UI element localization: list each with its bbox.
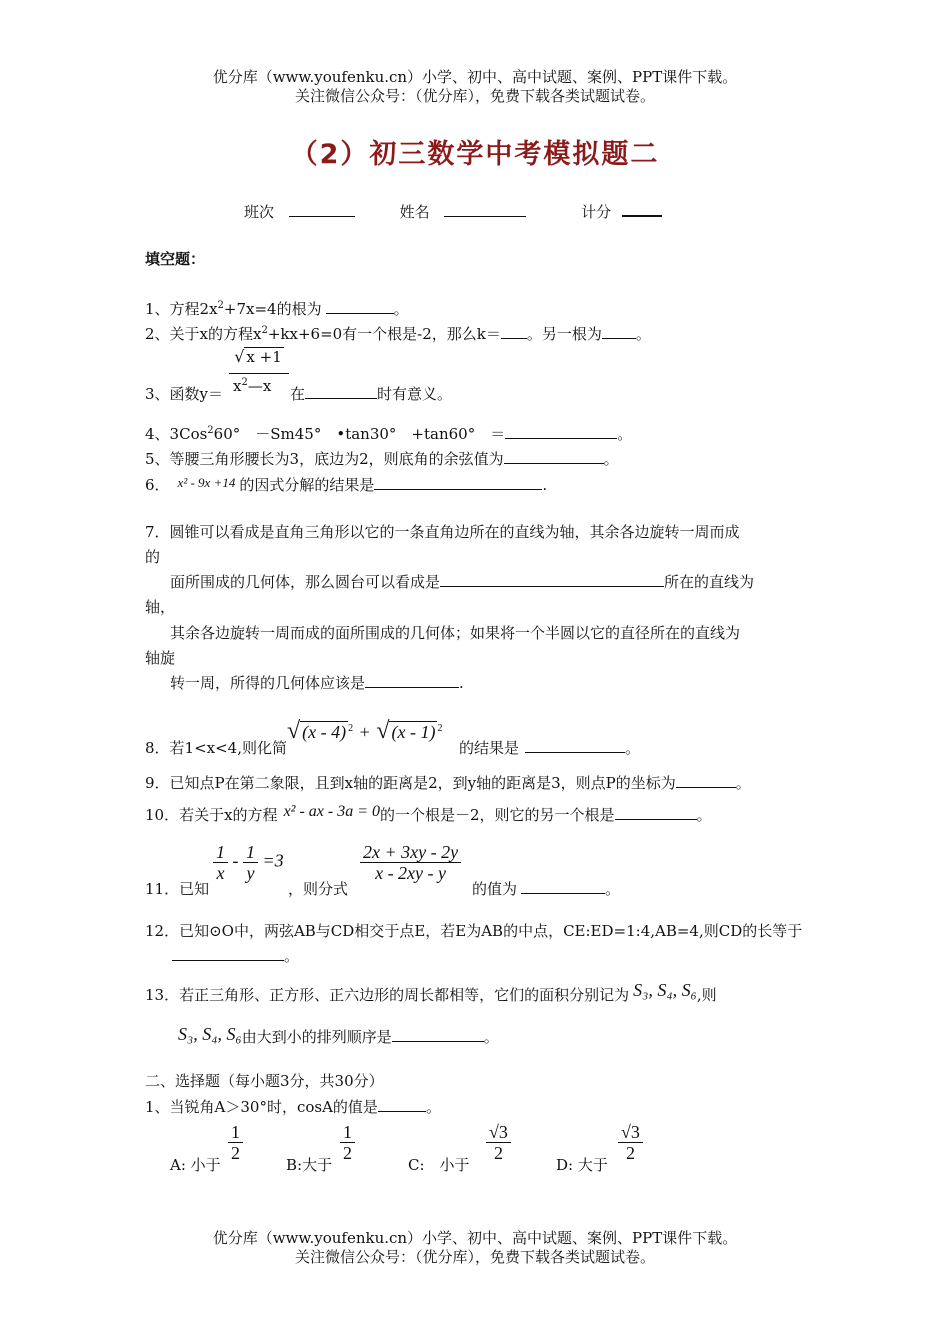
q13-areas: S₃, S₄, S₆ — [633, 980, 697, 1000]
question-12-line-1: 12．已知⊙O中，两弦AB与CD相交于点E，若E为AB的中点，CE:ED=1:4,AB=4,则CD的长等于 — [145, 922, 803, 940]
q13-areas-2: S₃, S₄, S₆ — [178, 1024, 242, 1044]
question-6: 6． x² - 9x +14 的因式分解的结果是 . — [145, 475, 548, 494]
question-7-line-4: 轴， — [145, 598, 176, 616]
q5-blank[interactable] — [504, 448, 604, 464]
q10-equation: x² - ax - 3a = 0 — [283, 803, 381, 820]
choice-question-1: 1、当锐角A＞30°时，cosA的值是 。 — [145, 1098, 441, 1116]
choice-options — [170, 1122, 870, 1172]
score-blank[interactable] — [622, 200, 662, 217]
q3-fraction-bar — [229, 373, 289, 374]
q12-blank[interactable] — [172, 945, 284, 961]
footer-line-2: 关注微信公众号：（优分库），免费下载各类试题试卷。 — [294, 1248, 655, 1266]
q11-blank[interactable] — [521, 878, 605, 894]
question-7-line-2: 的 — [145, 548, 161, 566]
option-b-fraction: $\frac{1}{2}$ — [340, 1122, 355, 1163]
question-13-line-2: S₃, S₄, S₆由大到小的排列顺序是 。 — [178, 1024, 499, 1046]
q9-blank[interactable] — [676, 772, 736, 788]
question-7-line-1: 7．圆锥可以看成是直角三角形以它的一条直角边所在的直线为轴，其余各边旋转一周而成 — [145, 523, 740, 541]
question-7-line-6: 轴旋 — [145, 649, 176, 667]
page-title: （2）初三数学中考模拟题二 — [290, 139, 660, 170]
c1-blank[interactable] — [378, 1096, 426, 1112]
footer-line-1: 优分库（www.youfenku.cn）小学、初中、高中试题、案例、PPT课件下载。 — [212, 1229, 738, 1247]
section-multiple-choice: 二、选择题（每小题3分，共30分） — [145, 1072, 384, 1090]
class-label: 班次 — [244, 203, 275, 221]
header-line-1: 优分库（www.youfenku.cn）小学、初中、高中试题、案例、PPT课件下载。 — [212, 68, 738, 86]
question-13-line-1: 13．若正三角形、正方形、正六边形的周长都相等，它们的面积分别记为 S₃, S₄, S₆,则 — [145, 980, 717, 1004]
q4-blank[interactable] — [505, 423, 617, 439]
question-7-line-7: 转一周，所得的几何体应该是 . — [170, 674, 464, 692]
name-label: 姓名 — [399, 203, 430, 221]
question-4: 4、3Cos$^2$60° －Sm45° •tan30° +tan60° ＝ 。 — [145, 425, 633, 443]
q8-blank[interactable] — [525, 737, 625, 753]
section-fill-blank: 填空题： — [145, 250, 206, 268]
info-line — [244, 200, 662, 222]
class-blank[interactable] — [289, 201, 355, 217]
name-blank[interactable] — [444, 201, 526, 217]
q3-denominator: $x^2—x$ — [233, 377, 272, 395]
option-c[interactable]: C: 小于 — [408, 1156, 470, 1174]
q13-blank[interactable] — [392, 1026, 484, 1042]
option-a-fraction: $\frac{1}{2}$ — [228, 1122, 243, 1163]
option-a[interactable]: A: 小于 — [170, 1156, 221, 1174]
score-label: 计分 — [581, 203, 612, 221]
q7-blank-2[interactable] — [365, 672, 459, 688]
q2-blank-k[interactable] — [501, 323, 527, 339]
question-5: 5、等腰三角形腰长为3，底边为2，则底角的余弦值为 。 — [145, 450, 619, 468]
q1-blank[interactable] — [326, 298, 394, 314]
q11-expression: $\frac{2x + 3xy - 2y}{x - 2xy - y}$ — [360, 842, 461, 883]
option-c-fraction: $\frac{√3}{2}$ — [486, 1122, 511, 1163]
question-7-line-5: 其余各边旋转一周而成的面所围成的几何体；如果将一个半圆以它的直径所在的直线为 — [170, 624, 741, 642]
q6-blank[interactable] — [374, 474, 542, 490]
question-1: 1、方程$2x^2+7x=4$的根为 。 — [145, 300, 409, 318]
q11-given: $\frac{1}{x}$ - $\frac{1}{y}$ =3 — [213, 842, 284, 883]
question-10: 10．若关于x的方程 x² - ax - 3a = 0的一个根是－2，则它的另一个根是 。 — [145, 803, 712, 824]
question-2: 2、关于x的方程$x^2+kx+6=0$有一个根是-2，那么k＝ 。另一根为 。 — [145, 325, 651, 343]
q2-blank-root[interactable] — [602, 323, 636, 339]
question-12-line-2: 。 — [172, 945, 299, 966]
question-9: 9．已知点P在第二象限，且到x轴的距离是2，到y轴的距离是3，则点P的坐标为 。 — [145, 774, 751, 792]
q7-blank-1[interactable] — [440, 571, 664, 587]
option-b[interactable]: B:大于 — [286, 1156, 333, 1174]
option-d-fraction: $\frac{√3}{2}$ — [618, 1122, 643, 1163]
q6-expression: x² - 9x +14 — [177, 475, 236, 490]
q10-blank[interactable] — [615, 804, 697, 820]
header-line-2: 关注微信公众号：（优分库），免费下载各类试题试卷。 — [294, 87, 655, 105]
q8-radicals: √ (x - 4) $^2$ + √ (x - 1) $^2$ — [287, 718, 443, 744]
option-d[interactable]: D: 大于 — [556, 1156, 608, 1174]
question-7-line-3: 面所围成的几何体，那么圆台可以看成是 所在的直线为 — [170, 573, 755, 591]
q3-blank[interactable] — [305, 383, 377, 399]
q3-numerator: √ x +1 — [234, 347, 282, 366]
